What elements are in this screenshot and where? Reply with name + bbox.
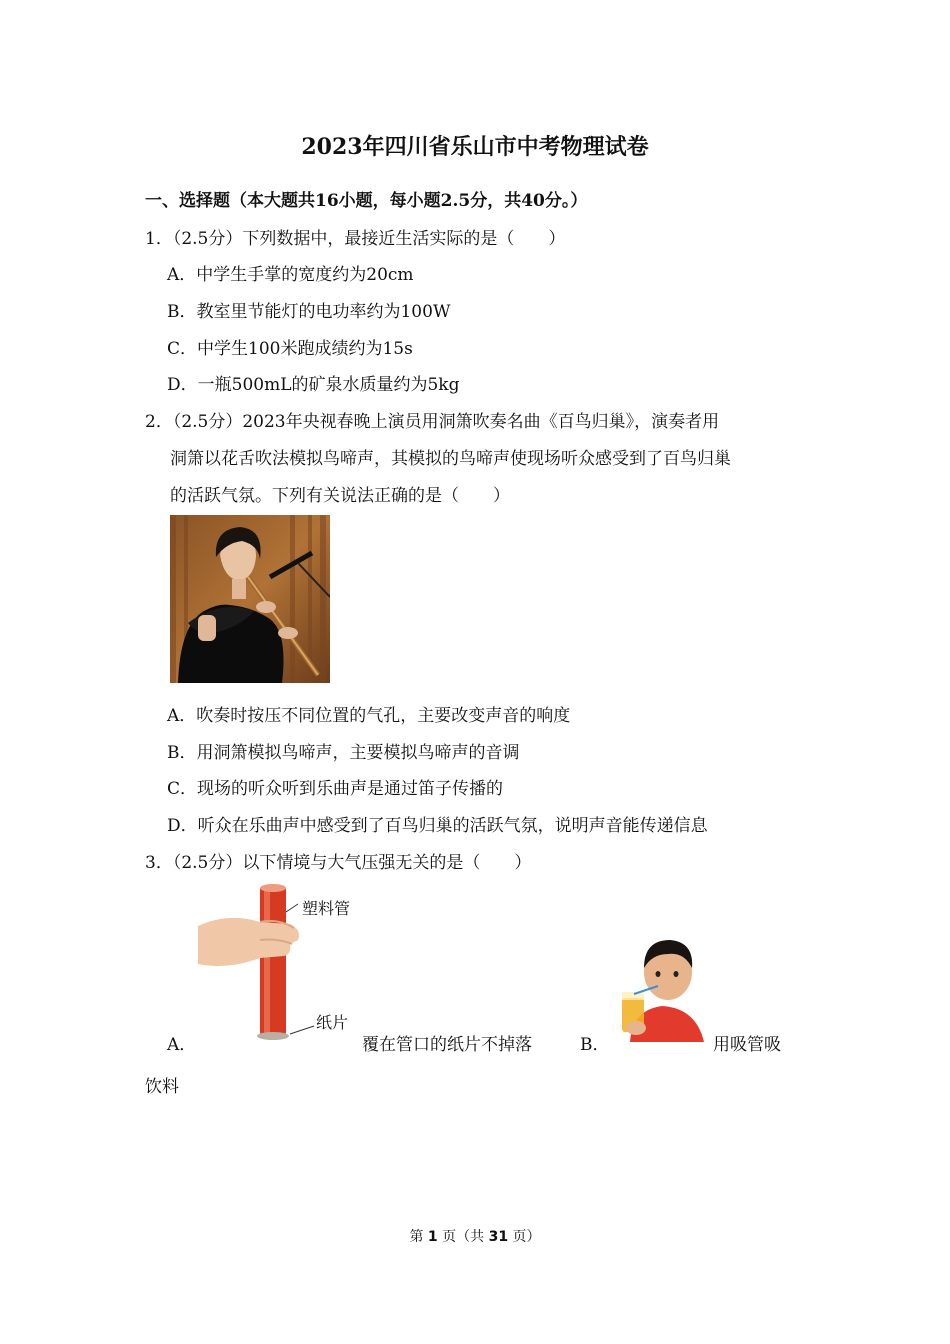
question-2-stem-line-3: 的活跃气氛。下列有关说法正确的是（ ） [170, 486, 510, 506]
question-2-option-c: C．现场的听众听到乐曲声是通过笛子传播的 [167, 779, 504, 799]
question-3-option-a-letter: A． [167, 1035, 197, 1055]
figure-plastic-tube [198, 882, 360, 1042]
question-1-stem: 1．（2.5分）下列数据中，最接近生活实际的是（ ） [145, 229, 566, 249]
footer-prefix: 第 [409, 1229, 424, 1245]
question-2-option-b: B．用洞箫模拟鸟啼声，主要模拟鸟啼声的音调 [167, 743, 520, 763]
figure-a-label-paper: 纸片 [316, 1013, 349, 1032]
section-heading: 一、选择题（本大题共16小题，每小题2.5分，共40分。） [145, 191, 588, 211]
performer-photo [170, 515, 330, 683]
page-title: 2023年四川省乐山市中考物理试卷 [301, 134, 649, 160]
question-3-option-b-text: 用吸管吸 [713, 1035, 781, 1055]
footer-total-pages: 31 [488, 1229, 509, 1245]
question-3-option-b-letter: B． [580, 1035, 610, 1055]
question-2-option-d: D．听众在乐曲声中感受到了百鸟归巢的活跃气氛，说明声音能传递信息 [167, 816, 708, 836]
question-3-stem: 3．（2.5分）以下情境与大气压强无关的是（ ） [145, 853, 532, 873]
question-1-option-c: C．中学生100米跑成绩约为15s [167, 339, 413, 359]
question-1-option-a: A．中学生手掌的宽度约为20cm [167, 265, 414, 285]
question-3-option-b-wrap: 饮料 [145, 1077, 179, 1097]
figure-child-drinking [612, 932, 712, 1042]
footer-mid: 页（共 [442, 1229, 485, 1245]
question-1-option-d: D．一瓶500mL的矿泉水质量约为5kg [167, 375, 460, 395]
question-3-option-a-text: 覆在管口的纸片不掉落 [362, 1035, 532, 1055]
question-2-stem-line-1: 2．（2.5分）2023年央视春晚上演员用洞箫吹奏名曲《百鸟归巢》，演奏者用 [145, 412, 720, 432]
question-2-stem-line-2: 洞箫以花舌吹法模拟鸟啼声，其模拟的鸟啼声使现场听众感受到了百鸟归巢 [170, 449, 731, 469]
figure-a-label-tube: 塑料管 [302, 899, 351, 918]
question-2-option-a: A．吹奏时按压不同位置的气孔，主要改变声音的响度 [167, 706, 571, 726]
question-1-option-b: B．教室里节能灯的电功率约为100W [167, 302, 451, 322]
footer-suffix: 页） [512, 1229, 541, 1245]
page-footer [0, 1226, 950, 1246]
footer-page-number: 1 [427, 1229, 438, 1245]
